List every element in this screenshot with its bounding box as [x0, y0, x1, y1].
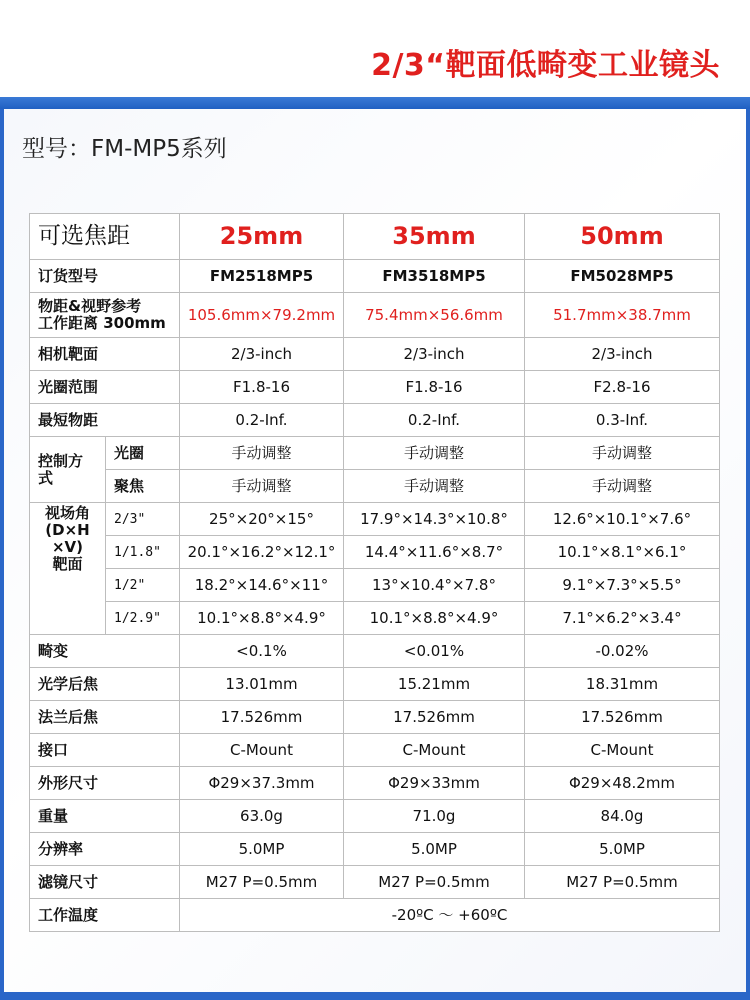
control-focus-row	[30, 470, 720, 503]
order-model-value: FM2518MP5	[180, 260, 344, 293]
focal-length-label: 可选焦距	[30, 214, 180, 260]
order-model-label: 订货型号	[30, 260, 180, 293]
object-distance-label-line2: 工作距离 300mm	[38, 314, 166, 332]
fov-label-line4: 靶面	[52, 555, 83, 573]
field-of-view-value: 75.4mm×56.6mm	[344, 293, 525, 338]
field-of-view-value: 105.6mm×79.2mm	[180, 293, 344, 338]
fov-value: 10.1°×8.8°×4.9°	[344, 602, 525, 635]
right-border	[746, 109, 750, 1000]
control-iris-value: 手动调整	[180, 437, 344, 470]
dimension-value: Φ29×48.2mm	[525, 767, 720, 800]
filter-size-label: 滤镜尺寸	[30, 866, 180, 899]
fov-sensor-label: 2/3"	[106, 503, 180, 536]
back-focal-length-value: 15.21mm	[344, 668, 525, 701]
fov-row	[30, 602, 720, 635]
distortion-value: <0.01%	[344, 635, 525, 668]
dimension-label: 外形尺寸	[30, 767, 180, 800]
order-model-row	[30, 260, 720, 293]
fov-value: 10.1°×8.1°×6.1°	[525, 536, 720, 569]
aperture-range-value: F1.8-16	[344, 371, 525, 404]
sensor-format-value: 2/3-inch	[180, 338, 344, 371]
fov-label-line1: 视场角	[44, 504, 90, 522]
resolution-label: 分辨率	[30, 833, 180, 866]
aperture-range-value: F2.8-16	[525, 371, 720, 404]
distortion-value: -0.02%	[525, 635, 720, 668]
fov-label-line2: (D×H	[45, 521, 90, 539]
weight-value: 84.0g	[525, 800, 720, 833]
mount-value: C-Mount	[525, 734, 720, 767]
flange-distance-value: 17.526mm	[344, 701, 525, 734]
page-title: 2/3“靶面低畸变工业镜头	[371, 48, 720, 83]
dimension-value: Φ29×33mm	[344, 767, 525, 800]
fov-row	[30, 536, 720, 569]
fov-value: 10.1°×8.8°×4.9°	[180, 602, 344, 635]
fov-value: 13°×10.4°×7.8°	[344, 569, 525, 602]
filter-size-value: M27 P=0.5mm	[525, 866, 720, 899]
resolution-value: 5.0MP	[344, 833, 525, 866]
order-model-value: FM5028MP5	[525, 260, 720, 293]
aperture-range-label: 光圈范围	[30, 371, 180, 404]
aperture-range-value: F1.8-16	[180, 371, 344, 404]
dimension-value: Φ29×37.3mm	[180, 767, 344, 800]
control-method-label	[30, 437, 106, 503]
aperture-range-row	[30, 371, 720, 404]
mount-label: 接口	[30, 734, 180, 767]
object-distance-label	[30, 293, 180, 338]
control-iris-row	[30, 437, 720, 470]
mount-value: C-Mount	[344, 734, 525, 767]
weight-value: 71.0g	[344, 800, 525, 833]
back-focal-length-label: 光学后焦	[30, 668, 180, 701]
min-object-distance-label: 最短物距	[30, 404, 180, 437]
distortion-value: <0.1%	[180, 635, 344, 668]
flange-distance-value: 17.526mm	[525, 701, 720, 734]
operating-temperature-value: -20ºC ～ +60ºC	[180, 899, 720, 932]
header-area	[0, 0, 750, 97]
sensor-format-label: 相机靶面	[30, 338, 180, 371]
control-iris-value: 手动调整	[525, 437, 720, 470]
dimension-row	[30, 767, 720, 800]
fov-label-line3: ×V)	[51, 538, 84, 556]
resolution-row	[30, 833, 720, 866]
header-divider-band	[0, 97, 750, 109]
back-focal-length-value: 18.31mm	[525, 668, 720, 701]
fov-value: 14.4°×11.6°×8.7°	[344, 536, 525, 569]
focal-length-50: 50mm	[525, 214, 720, 260]
control-focus-value: 手动调整	[344, 470, 525, 503]
sensor-format-row	[30, 338, 720, 371]
flange-distance-row	[30, 701, 720, 734]
fov-row	[30, 503, 720, 536]
control-focus-value: 手动调整	[525, 470, 720, 503]
min-object-distance-row	[30, 404, 720, 437]
fov-value: 17.9°×14.3°×10.8°	[344, 503, 525, 536]
operating-temperature-row	[30, 899, 720, 932]
fov-row	[30, 569, 720, 602]
back-focal-length-value: 13.01mm	[180, 668, 344, 701]
control-method-label-line1: 控制方	[38, 451, 84, 470]
filter-size-value: M27 P=0.5mm	[180, 866, 344, 899]
focal-length-35: 35mm	[344, 214, 525, 260]
bottom-border	[0, 992, 750, 1000]
object-distance-label-line1: 物距&视野参考	[38, 297, 142, 315]
fov-label	[30, 503, 106, 635]
weight-label: 重量	[30, 800, 180, 833]
fov-sensor-label: 1/2.9"	[106, 602, 180, 635]
min-object-distance-value: 0.2-Inf.	[344, 404, 525, 437]
control-iris-label: 光圈	[106, 437, 180, 470]
distortion-row	[30, 635, 720, 668]
fov-sensor-label: 1/1.8"	[106, 536, 180, 569]
fov-value: 9.1°×7.3°×5.5°	[525, 569, 720, 602]
distortion-label: 畸变	[30, 635, 180, 668]
resolution-value: 5.0MP	[180, 833, 344, 866]
fov-value: 25°×20°×15°	[180, 503, 344, 536]
model-series-line: 型号：FM-MP5系列	[22, 136, 227, 162]
control-method-label-line2: 式	[38, 468, 54, 487]
flange-distance-value: 17.526mm	[180, 701, 344, 734]
sensor-format-value: 2/3-inch	[344, 338, 525, 371]
control-focus-value: 手动调整	[180, 470, 344, 503]
spec-table	[29, 213, 720, 932]
back-focal-length-row	[30, 668, 720, 701]
operating-temperature-label: 工作温度	[30, 899, 180, 932]
min-object-distance-value: 0.3-Inf.	[525, 404, 720, 437]
fov-sensor-label: 1/2"	[106, 569, 180, 602]
min-object-distance-value: 0.2-Inf.	[180, 404, 344, 437]
fov-value: 7.1°×6.2°×3.4°	[525, 602, 720, 635]
resolution-value: 5.0MP	[525, 833, 720, 866]
focal-length-25: 25mm	[180, 214, 344, 260]
control-iris-value: 手动调整	[344, 437, 525, 470]
mount-value: C-Mount	[180, 734, 344, 767]
mount-row	[30, 734, 720, 767]
weight-value: 63.0g	[180, 800, 344, 833]
fov-value: 20.1°×16.2°×12.1°	[180, 536, 344, 569]
field-of-view-value: 51.7mm×38.7mm	[525, 293, 720, 338]
flange-distance-label: 法兰后焦	[30, 701, 180, 734]
control-focus-label: 聚焦	[106, 470, 180, 503]
order-model-value: FM3518MP5	[344, 260, 525, 293]
weight-row	[30, 800, 720, 833]
object-distance-row	[30, 293, 720, 338]
fov-value: 12.6°×10.1°×7.6°	[525, 503, 720, 536]
filter-size-row	[30, 866, 720, 899]
fov-value: 18.2°×14.6°×11°	[180, 569, 344, 602]
sensor-format-value: 2/3-inch	[525, 338, 720, 371]
filter-size-value: M27 P=0.5mm	[344, 866, 525, 899]
focal-length-row	[30, 214, 720, 260]
